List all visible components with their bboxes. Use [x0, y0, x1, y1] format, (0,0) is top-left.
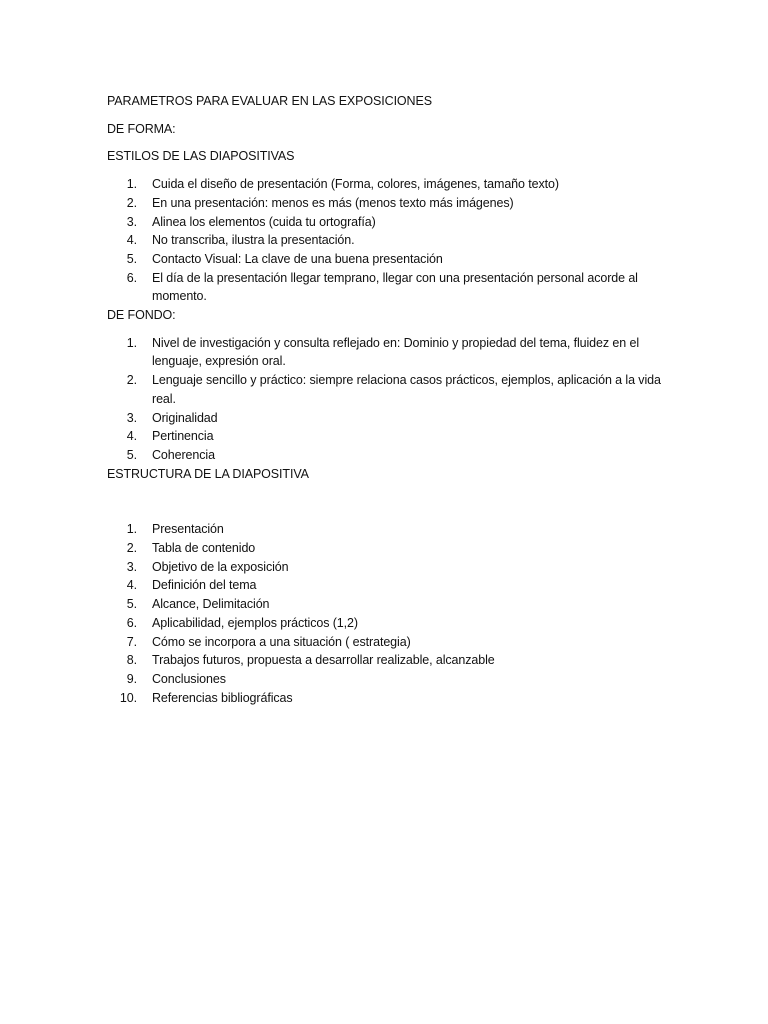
- list-item: [107, 595, 667, 614]
- list-item-text: Definición del tema: [152, 578, 257, 593]
- list-item-number: 1.: [126, 522, 137, 537]
- list-fondo: [107, 334, 667, 465]
- section-heading-forma: DE FORMA:: [107, 121, 176, 136]
- list-item-number: 4.: [126, 429, 137, 444]
- list-item: [107, 269, 667, 306]
- list-item-number: 9.: [126, 671, 137, 686]
- list-item-number: 7.: [126, 634, 137, 649]
- list-item: [107, 446, 667, 465]
- list-item-text: Cómo se incorpora a una situación ( estrategia): [152, 634, 411, 649]
- list-item-number: 6.: [126, 270, 137, 285]
- list-item: [107, 614, 667, 633]
- list-item-text: Objetivo de la exposición: [152, 559, 289, 574]
- list-item-number: 3.: [126, 559, 137, 574]
- list-item: [107, 194, 667, 213]
- document-body: [107, 92, 667, 707]
- list-item: [107, 689, 667, 708]
- list-item-number: 4.: [126, 233, 137, 248]
- list-item: [107, 633, 667, 652]
- list-item: [107, 213, 667, 232]
- list-item-number: 1.: [126, 335, 137, 350]
- list-item-number: 5.: [126, 447, 137, 462]
- section-heading-fondo: DE FONDO:: [107, 308, 176, 323]
- list-item: [107, 371, 667, 408]
- document-title: PARAMETROS PARA EVALUAR EN LAS EXPOSICIONES: [107, 94, 432, 108]
- list-item-text: En una presentación: menos es más (menos texto más imágenes): [152, 195, 514, 210]
- list-item-text: Conclusiones: [152, 671, 226, 686]
- list-item-text: No transcriba, ilustra la presentación.: [152, 233, 355, 248]
- list-item: [107, 231, 667, 250]
- list-item-text: Tabla de contenido: [152, 541, 256, 556]
- list-item: [107, 558, 667, 577]
- list-item-number: 3.: [126, 214, 137, 229]
- subheading-estilos: ESTILOS DE LAS DIAPOSITIVAS: [107, 149, 295, 164]
- list-item-number: 10.: [119, 690, 137, 705]
- list-item: [107, 250, 667, 269]
- list-item-text: Pertinencia: [152, 429, 214, 444]
- list-item-number: 5.: [126, 597, 137, 612]
- list-item-text: Lenguaje sencillo y práctico: siempre relaciona casos prácticos, ejemplos, aplicación a la vida real.: [152, 373, 661, 406]
- list-item-text: Aplicabilidad, ejemplos prácticos (1,2): [152, 615, 358, 630]
- list-item-number: 2.: [126, 373, 137, 388]
- list-item: [107, 670, 667, 689]
- list-item: [107, 409, 667, 428]
- list-item-text: Referencias bibliográficas: [152, 690, 293, 705]
- list-item-number: 5.: [126, 251, 137, 266]
- list-item-text: Originalidad: [152, 410, 218, 425]
- list-item-text: Trabajos futuros, propuesta a desarrollar realizable, alcanzable: [152, 653, 495, 668]
- list-item-text: El día de la presentación llegar temprano, llegar con una presentación personal acorde al momento.: [152, 270, 638, 304]
- list-item-text: Presentación: [152, 522, 224, 537]
- list-item-number: 6.: [126, 615, 137, 630]
- list-item: [107, 175, 667, 194]
- list-item-number: 8.: [126, 653, 137, 668]
- list-item: [107, 539, 667, 558]
- list-item-text: Contacto Visual: La clave de una buena presentación: [152, 251, 443, 266]
- list-item: [107, 427, 667, 446]
- list-item-text: Alinea los elementos (cuida tu ortografía): [152, 214, 376, 229]
- list-item-text: Cuida el diseño de presentación (Forma, colores, imágenes, tamaño texto): [152, 177, 559, 192]
- list-estilos-continued: [107, 269, 667, 306]
- list-item-text: Coherencia: [152, 447, 215, 462]
- section-heading-estructura: ESTRUCTURA DE LA DIAPOSITIVA: [107, 466, 309, 481]
- list-item-number: 1.: [126, 177, 137, 192]
- list-item: [107, 651, 667, 670]
- list-estructura: [107, 520, 667, 707]
- list-item: [107, 520, 667, 539]
- list-item-number: 4.: [126, 578, 137, 593]
- list-item-number: 2.: [126, 541, 137, 556]
- list-item-number: 2.: [126, 195, 137, 210]
- list-item: [107, 576, 667, 595]
- list-item-text: Nivel de investigación y consulta reflejado en: Dominio y propiedad del tema, fluidez en el lenguaje, expresión oral.: [152, 335, 640, 369]
- list-item-number: 3.: [126, 410, 137, 425]
- list-item-text: Alcance, Delimitación: [152, 597, 270, 612]
- list-estilos: [107, 175, 667, 269]
- list-item: [107, 334, 667, 371]
